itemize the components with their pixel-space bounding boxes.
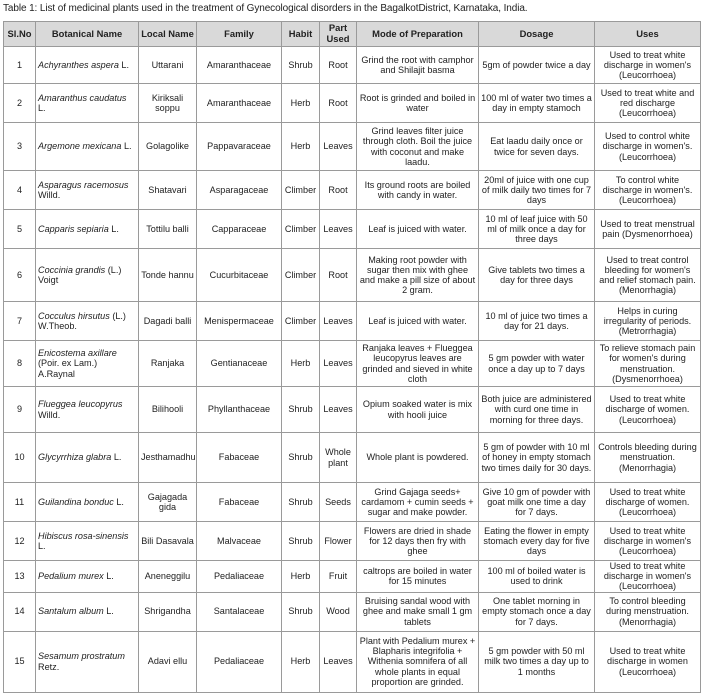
- table-row: [4, 433, 701, 483]
- cell-mode-of-preparation: Leaf is juiced with water.: [357, 210, 479, 249]
- species-name: Santalum album: [38, 606, 104, 617]
- author-citation: (Poir. ex Lam.) A.Raynal: [38, 358, 98, 379]
- species-name: Hibiscus rosa-sinensis: [38, 530, 129, 541]
- cell-dosage: Eating the flower in empty stomach every day for five days: [479, 522, 595, 561]
- cell-mode-of-preparation: Root is grinded and boiled in water: [357, 84, 479, 123]
- cell-habit: Climber: [282, 302, 320, 341]
- cell-botanical-name: [36, 210, 139, 249]
- cell-mode-of-preparation: Its ground roots are boiled with candy in water.: [357, 171, 479, 210]
- cell-family: Pappavaraceae: [197, 123, 282, 171]
- species-name: Cocculus hirsutus: [38, 310, 110, 321]
- cell-mode-of-preparation: Opium soaked water is mix with hooli juice: [357, 387, 479, 433]
- cell-part-used: Root: [320, 84, 357, 123]
- table-row: [4, 47, 701, 84]
- cell-slno: 12: [4, 522, 36, 561]
- cell-habit: Climber: [282, 249, 320, 302]
- author-citation: L.: [111, 223, 119, 234]
- cell-uses: To control white discharge in women's. (Leucorrhoea): [595, 171, 701, 210]
- table-row: [4, 171, 701, 210]
- author-citation: Willd.: [38, 409, 61, 420]
- cell-habit: Herb: [282, 123, 320, 171]
- cell-uses: Helps in curing irregularity of periods. (Metrorrhagia): [595, 302, 701, 341]
- table-header: [4, 22, 701, 47]
- cell-part-used: Root: [320, 171, 357, 210]
- author-citation: (L.) Voigt: [38, 264, 122, 285]
- cell-botanical-name: [36, 483, 139, 522]
- cell-uses: To relieve stomach pain for women's during menstruation. (Dysmenorrhoea): [595, 341, 701, 387]
- cell-uses: Used to treat control bleeding for women's and relief stomach pain. (Menorrhagia): [595, 249, 701, 302]
- cell-local-name: Aneneggilu: [139, 561, 197, 593]
- cell-local-name: Shrigandha: [139, 592, 197, 631]
- species-name: Pedalium murex: [38, 571, 104, 582]
- cell-botanical-name: [36, 522, 139, 561]
- medicinal-plants-table: [3, 21, 701, 693]
- table-row: [4, 522, 701, 561]
- cell-mode-of-preparation: Grind Gajaga seeds+ cardamom + cumin seeds + sugar and make powder.: [357, 483, 479, 522]
- header-local-name: Local Name: [139, 22, 197, 47]
- cell-dosage: 5 gm powder with 50 ml milk two times a day up to 1 months: [479, 631, 595, 692]
- cell-local-name: Tonde hannu: [139, 249, 197, 302]
- cell-uses: Used to treat white discharge in women's (Leucorrhoea): [595, 561, 701, 593]
- species-name: Amaranthus caudatus: [38, 92, 127, 103]
- cell-botanical-name: [36, 631, 139, 692]
- author-citation: Retz.: [38, 661, 60, 672]
- cell-family: Fabaceae: [197, 433, 282, 483]
- author-citation: (L.) W.Theob.: [38, 310, 126, 331]
- cell-family: Phyllanthaceae: [197, 387, 282, 433]
- species-name: Sesamum prostratum: [38, 651, 125, 662]
- cell-local-name: Jesthamadhu: [139, 433, 197, 483]
- cell-local-name: Dagadi balli: [139, 302, 197, 341]
- cell-botanical-name: [36, 433, 139, 483]
- cell-slno: 2: [4, 84, 36, 123]
- species-name: Glycyrrhiza glabra: [38, 452, 112, 463]
- cell-slno: 9: [4, 387, 36, 433]
- cell-part-used: Leaves: [320, 210, 357, 249]
- author-citation: L.: [113, 452, 122, 463]
- species-name: Asparagus racemosus: [38, 179, 129, 190]
- header-part-used: Part Used: [320, 22, 357, 47]
- cell-local-name: Uttarani: [139, 47, 197, 84]
- cell-mode-of-preparation: Plant with Pedalium murex + Blapharis integrifolia + Withenia somnifera of all whole plants in equal proportion are grinded.: [357, 631, 479, 692]
- cell-dosage: One tablet morning in empty stomach once a day for 7 days.: [479, 592, 595, 631]
- cell-slno: 3: [4, 123, 36, 171]
- cell-habit: Herb: [282, 341, 320, 387]
- cell-local-name: Ranjaka: [139, 341, 197, 387]
- cell-dosage: 5 gm powder with water once a day up to 7 days: [479, 341, 595, 387]
- cell-dosage: 20ml of juice with one cup of milk daily two times for 7 days: [479, 171, 595, 210]
- cell-dosage: 100 ml of water two times a day in empty stamoch: [479, 84, 595, 123]
- author-citation: Willd.: [38, 190, 61, 200]
- author-citation: L.: [38, 103, 46, 113]
- header-mode-of-preparation: Mode of Preparation: [357, 22, 479, 47]
- cell-habit: Herb: [282, 561, 320, 593]
- table-row: [4, 341, 701, 387]
- cell-dosage: 5gm of powder twice a day: [479, 47, 595, 84]
- cell-mode-of-preparation: caltrops are boiled in water for 15 minutes: [357, 561, 479, 593]
- cell-part-used: Fruit: [320, 561, 357, 593]
- cell-habit: Shrub: [282, 47, 320, 84]
- cell-dosage: 100 ml of boiled water is used to drink: [479, 561, 595, 593]
- table-caption: Table 1: List of medicinal plants used in the treatment of Gynecological disorders in the BagalkotDistrict, Karnataka, India.: [3, 3, 528, 14]
- table-row: [4, 561, 701, 593]
- author-citation: L.: [106, 571, 114, 582]
- cell-local-name: Gajagada gida: [139, 483, 197, 522]
- cell-family: Fabaceae: [197, 483, 282, 522]
- cell-family: Amaranthaceae: [197, 47, 282, 84]
- species-name: Flueggea leucopyrus: [38, 399, 123, 410]
- header-habit: Habit: [282, 22, 320, 47]
- cell-local-name: Tottilu balli: [139, 210, 197, 249]
- cell-local-name: Shatavari: [139, 171, 197, 210]
- cell-habit: Shrub: [282, 433, 320, 483]
- author-citation: L.: [38, 541, 46, 551]
- header-uses: Uses: [595, 22, 701, 47]
- species-name: Guilandina bonduc: [38, 496, 114, 507]
- cell-slno: 7: [4, 302, 36, 341]
- cell-local-name: Adavi ellu: [139, 631, 197, 692]
- cell-slno: 13: [4, 561, 36, 593]
- cell-part-used: Whole plant: [320, 433, 357, 483]
- cell-part-used: Wood: [320, 592, 357, 631]
- cell-habit: Climber: [282, 210, 320, 249]
- cell-uses: Used to treat white discharge in women's (Leucorrhoea): [595, 47, 701, 84]
- cell-uses: Used to treat white discharge in women (Leucorrhoea): [595, 631, 701, 692]
- cell-part-used: Seeds: [320, 483, 357, 522]
- cell-habit: Herb: [282, 84, 320, 123]
- cell-part-used: Leaves: [320, 631, 357, 692]
- cell-family: Cucurbitaceae: [197, 249, 282, 302]
- cell-dosage: Both juice are administered with curd one time in morning for three days.: [479, 387, 595, 433]
- header-slno: Sl.No: [4, 22, 36, 47]
- cell-mode-of-preparation: Grind leaves filter juice through cloth. Boil the juice with coconut and make laadu.: [357, 123, 479, 171]
- cell-uses: Controls bleeding during menstruation. (Menorrhagia): [595, 433, 701, 483]
- table-row: [4, 631, 701, 692]
- cell-family: Pedaliaceae: [197, 631, 282, 692]
- cell-family: Amaranthaceae: [197, 84, 282, 123]
- cell-uses: Used to control white discharge in women's. (Leucorrhoea): [595, 123, 701, 171]
- cell-botanical-name: [36, 341, 139, 387]
- cell-slno: 15: [4, 631, 36, 692]
- cell-uses: Used to treat white and red discharge (Leucorrhoea): [595, 84, 701, 123]
- cell-family: Malvaceae: [197, 522, 282, 561]
- cell-slno: 8: [4, 341, 36, 387]
- table-row: [4, 84, 701, 123]
- header-family: Family: [197, 22, 282, 47]
- cell-slno: 14: [4, 592, 36, 631]
- cell-dosage: Give 10 gm of powder with goat milk one time a day for 7 days.: [479, 483, 595, 522]
- cell-botanical-name: [36, 302, 139, 341]
- cell-mode-of-preparation: Ranjaka leaves + Flueggea leucopyrus leaves are grinded and sieved in white cloth: [357, 341, 479, 387]
- cell-part-used: Root: [320, 249, 357, 302]
- cell-family: Pedaliaceae: [197, 561, 282, 593]
- cell-slno: 10: [4, 433, 36, 483]
- cell-local-name: Kiriksali soppu: [139, 84, 197, 123]
- cell-local-name: Golagolike: [139, 123, 197, 171]
- cell-part-used: Flower: [320, 522, 357, 561]
- table-row: [4, 123, 701, 171]
- species-name: Argemone mexicana: [38, 141, 122, 152]
- cell-dosage: Eat laadu daily once or twice for seven days.: [479, 123, 595, 171]
- cell-habit: Shrub: [282, 522, 320, 561]
- cell-uses: Used to treat menstrual pain (Dysmenorrhoea): [595, 210, 701, 249]
- species-name: Achyranthes aspera: [38, 59, 119, 70]
- cell-part-used: Leaves: [320, 387, 357, 433]
- cell-botanical-name: [36, 84, 139, 123]
- cell-botanical-name: [36, 47, 139, 84]
- cell-habit: Herb: [282, 631, 320, 692]
- cell-family: Capparaceae: [197, 210, 282, 249]
- table-row: [4, 592, 701, 631]
- cell-local-name: Bilihooli: [139, 387, 197, 433]
- cell-uses: Used to treat white discharge of women. (Leucorrhoea): [595, 483, 701, 522]
- cell-slno: 6: [4, 249, 36, 302]
- cell-part-used: Leaves: [320, 302, 357, 341]
- cell-mode-of-preparation: Flowers are dried in shade for 12 days then fry with ghee: [357, 522, 479, 561]
- cell-habit: Climber: [282, 171, 320, 210]
- cell-slno: 11: [4, 483, 36, 522]
- table-row: [4, 249, 701, 302]
- author-citation: L.: [121, 59, 130, 70]
- cell-uses: To control bleeding during menstruation. (Menorrhagia): [595, 592, 701, 631]
- cell-family: Menispermaceae: [197, 302, 282, 341]
- header-dosage: Dosage: [479, 22, 595, 47]
- cell-habit: Shrub: [282, 483, 320, 522]
- cell-family: Santalaceae: [197, 592, 282, 631]
- cell-uses: Used to treat white discharge in women's (Leucorrhoea): [595, 522, 701, 561]
- cell-botanical-name: [36, 592, 139, 631]
- cell-dosage: 5 gm of powder with 10 ml of honey in empty stomach two times daily for 30 days.: [479, 433, 595, 483]
- cell-botanical-name: [36, 249, 139, 302]
- table-row: [4, 483, 701, 522]
- cell-mode-of-preparation: Whole plant is powdered.: [357, 433, 479, 483]
- cell-botanical-name: [36, 123, 139, 171]
- cell-family: Asparagaceae: [197, 171, 282, 210]
- cell-botanical-name: [36, 387, 139, 433]
- cell-dosage: Give tablets two times a day for three days: [479, 249, 595, 302]
- cell-slno: 4: [4, 171, 36, 210]
- cell-dosage: 10 ml of juice two times a day for 21 days.: [479, 302, 595, 341]
- cell-part-used: Leaves: [320, 341, 357, 387]
- cell-mode-of-preparation: Bruising sandal wood with ghee and make small 1 gm tablets: [357, 592, 479, 631]
- species-name: Capparis sepiaria: [38, 223, 109, 234]
- header-botanical-name: Botanical Name: [36, 22, 139, 47]
- table-row: [4, 387, 701, 433]
- cell-slno: 1: [4, 47, 36, 84]
- species-name: Enicostema axillare: [38, 348, 117, 359]
- cell-part-used: Root: [320, 47, 357, 84]
- cell-local-name: Bili Dasavala: [139, 522, 197, 561]
- species-name: Coccinia grandis: [38, 264, 106, 275]
- cell-botanical-name: [36, 171, 139, 210]
- cell-botanical-name: [36, 561, 139, 593]
- table-row: [4, 302, 701, 341]
- table-body: [4, 47, 701, 693]
- cell-mode-of-preparation: Grind the root with camphor and Shilajit basma: [357, 47, 479, 84]
- author-citation: L.: [116, 496, 124, 507]
- cell-habit: Shrub: [282, 592, 320, 631]
- table-row: [4, 210, 701, 249]
- author-citation: L.: [106, 606, 114, 617]
- cell-uses: Used to treat white discharge of women. (Leucorrhoea): [595, 387, 701, 433]
- cell-dosage: 10 ml of leaf juice with 50 ml of milk once a day for three days: [479, 210, 595, 249]
- cell-part-used: Leaves: [320, 123, 357, 171]
- cell-mode-of-preparation: Leaf is juiced with water.: [357, 302, 479, 341]
- cell-habit: Shrub: [282, 387, 320, 433]
- cell-slno: 5: [4, 210, 36, 249]
- cell-mode-of-preparation: Making root powder with sugar then mix with ghee and make a pill size of about 2 gram.: [357, 249, 479, 302]
- author-citation: L.: [123, 141, 132, 152]
- cell-family: Gentianaceae: [197, 341, 282, 387]
